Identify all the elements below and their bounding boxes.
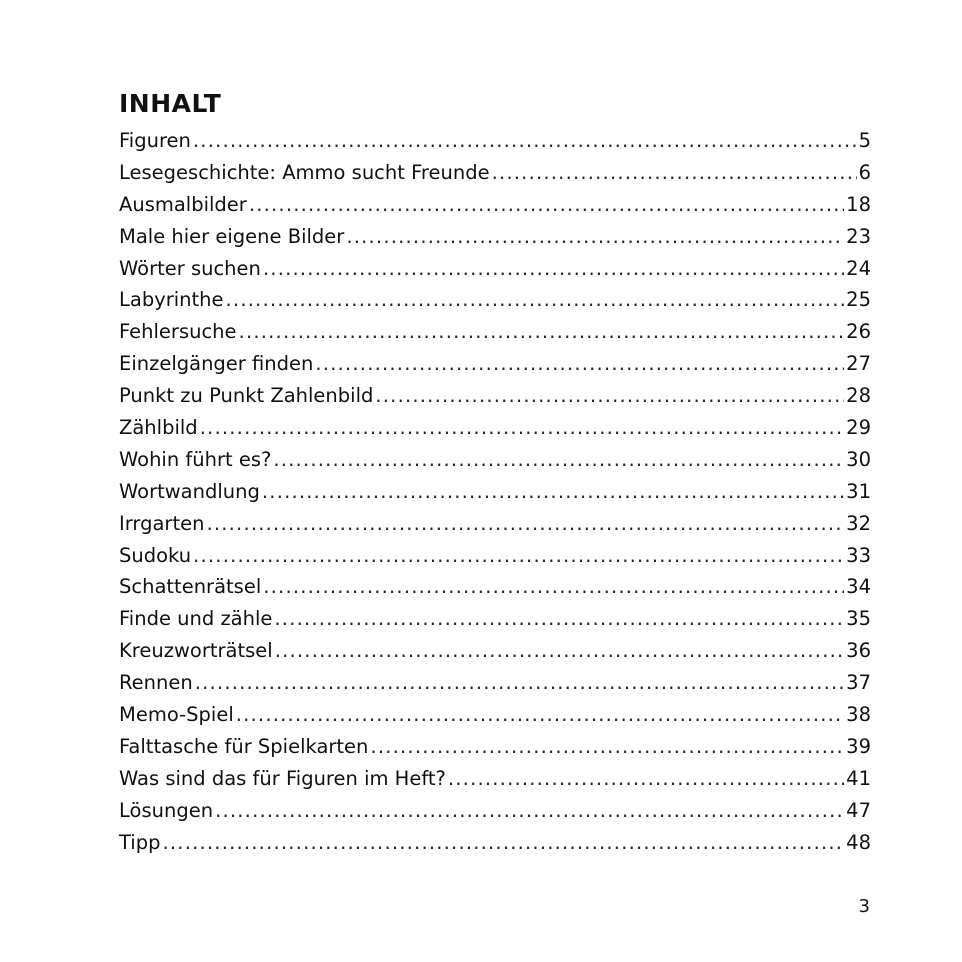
toc-entry: [119, 380, 871, 412]
toc-entry-page: 35: [846, 607, 871, 631]
toc-entry: [119, 444, 871, 476]
toc-entry-page: 48: [846, 830, 871, 854]
toc-dot-leader: [448, 763, 844, 795]
toc-dot-leader: [375, 380, 844, 412]
toc-entry: [119, 348, 871, 380]
toc-entry-label: Punkt zu Punkt Zahlenbild: [119, 384, 374, 408]
toc-dot-leader: [206, 508, 844, 540]
toc-entry-page: 30: [846, 447, 871, 471]
toc-entry: [119, 284, 871, 316]
toc-entry-label: Memo-Spiel: [119, 703, 234, 727]
toc-entry-page: 31: [846, 479, 871, 503]
toc-entry-label: Irrgarten: [119, 511, 205, 535]
toc-entry-label: Wortwandlung: [119, 479, 260, 503]
toc-entry: [119, 157, 871, 189]
toc-dot-leader: [346, 221, 844, 253]
toc-dot-leader: [315, 348, 844, 380]
toc-entry-label: Lösungen: [119, 798, 214, 822]
toc-entry-label: Schattenrätsel: [119, 575, 262, 599]
toc-entry-page: 37: [846, 671, 871, 695]
toc-entry-page: 29: [846, 416, 871, 440]
toc-dot-leader: [262, 476, 844, 508]
toc-entry-page: 5: [858, 129, 871, 152]
toc-entry-label: Labyrinthe: [119, 288, 224, 312]
toc-entry: [119, 221, 871, 253]
toc-entry-page: 28: [846, 384, 871, 408]
toc-entry: [119, 189, 871, 221]
toc-entry-label: Einzelgänger finden: [119, 352, 314, 376]
toc-entry-label: Was sind das für Figuren im Heft?: [119, 766, 446, 790]
toc-entry-page: 32: [846, 511, 871, 535]
toc-entry: [119, 476, 871, 508]
toc-dot-leader: [236, 699, 844, 731]
toc-dot-leader: [370, 731, 844, 763]
toc-entry: [119, 795, 871, 827]
toc-entry-page: 27: [846, 352, 871, 376]
toc-entry: [119, 635, 871, 667]
toc-dot-leader: [263, 253, 844, 285]
toc-entry: [119, 731, 871, 763]
toc-dot-leader: [163, 827, 845, 859]
toc-entry-page: 26: [846, 320, 871, 344]
table-of-contents: [119, 125, 871, 858]
toc-entry: [119, 571, 871, 603]
toc-entry-label: Male hier eigene Bilder: [119, 224, 345, 248]
toc-entry-page: 39: [846, 734, 871, 758]
toc-entry: [119, 253, 871, 285]
toc-entry: [119, 508, 871, 540]
toc-entry-label: Ausmalbilder: [119, 192, 247, 216]
toc-entry: [119, 316, 871, 348]
toc-entry-page: 23: [846, 224, 871, 248]
toc-dot-leader: [273, 444, 844, 476]
toc-dot-leader: [193, 125, 857, 157]
toc-entry-page: 36: [846, 639, 871, 663]
toc-dot-leader: [275, 635, 844, 667]
toc-entry: [119, 763, 871, 795]
toc-dot-leader: [215, 795, 844, 827]
page-number: 3: [858, 896, 870, 917]
toc-entry-page: 38: [846, 703, 871, 727]
toc-entry-page: 6: [858, 160, 871, 184]
toc-entry-page: 18: [846, 192, 871, 216]
toc-entry-label: Finde und zähle: [119, 607, 273, 631]
toc-dot-leader: [195, 667, 844, 699]
toc-dot-leader: [239, 316, 845, 348]
toc-entry-label: Falttasche für Spielkarten: [119, 734, 369, 758]
toc-dot-leader: [249, 189, 844, 221]
page-title: INHALT: [119, 89, 222, 118]
toc-entry-label: Wörter suchen: [119, 256, 261, 280]
toc-dot-leader: [492, 157, 857, 189]
toc-entry-label: Kreuzworträtsel: [119, 639, 273, 663]
toc-entry-page: 34: [846, 575, 871, 599]
toc-entry-page: 33: [846, 543, 871, 567]
toc-entry-label: Fehlersuche: [119, 320, 237, 344]
toc-dot-leader: [274, 603, 844, 635]
toc-entry: [119, 412, 871, 444]
toc-entry: [119, 540, 871, 572]
toc-entry: [119, 125, 871, 157]
toc-dot-leader: [193, 540, 844, 572]
toc-entry-label: Lesegeschichte: Ammo sucht Freunde: [119, 160, 490, 184]
toc-dot-leader: [226, 284, 845, 316]
toc-entry-label: Rennen: [119, 671, 193, 695]
toc-entry-label: Wohin führt es?: [119, 447, 272, 471]
toc-dot-leader: [263, 571, 844, 603]
toc-entry: [119, 667, 871, 699]
toc-entry: [119, 699, 871, 731]
toc-entry-label: Tipp: [119, 830, 161, 854]
toc-entry-page: 41: [846, 766, 871, 790]
toc-entry-page: 24: [846, 256, 871, 280]
toc-entry-label: Figuren: [119, 129, 191, 152]
toc-entry-page: 25: [846, 288, 871, 312]
toc-entry-label: Zählbild: [119, 416, 198, 440]
toc-entry-page: 47: [846, 798, 871, 822]
toc-entry: [119, 827, 871, 859]
toc-dot-leader: [200, 412, 844, 444]
toc-entry: [119, 603, 871, 635]
toc-entry-label: Sudoku: [119, 543, 192, 567]
